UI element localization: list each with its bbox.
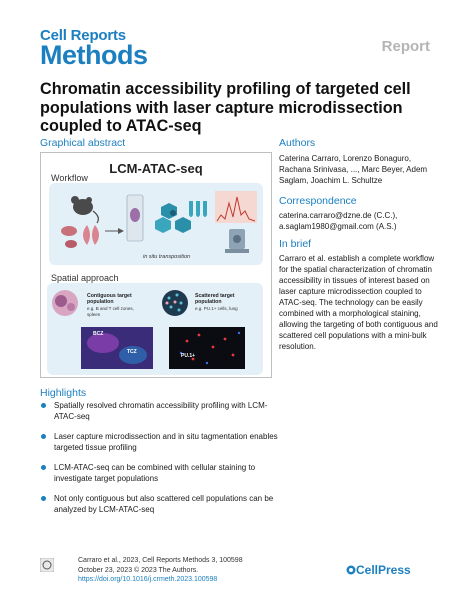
bcz-overlay-label: BCZ [93,331,104,337]
workflow-illustration [49,181,263,265]
graphical-abstract-figure [40,152,272,378]
insitu-label: in situ transposition [143,254,191,260]
sequencing-peaks-icon [215,191,257,223]
authors-heading: Authors [279,137,316,149]
journal-logo [40,28,148,69]
highlights-heading: Highlights [40,387,87,399]
correspondence-text[interactable]: caterina.carraro@dzne.de (C.C.), a.saglam1980@gmail.com (A.S.) [279,211,398,231]
graphical-abstract-heading: Graphical abstract [40,137,126,149]
citation-block [78,556,243,585]
journal-logo-line2: Methods [40,40,148,70]
contiguous-title: Contiguous target population [87,293,132,305]
scattered-title: Scattered target population [195,293,235,305]
journal-logo-line1: Cell Reports [40,27,126,44]
tcz-overlay-label: TCZ [127,349,137,355]
authors-text: Caterina Carraro, Lorenzo Bonaguro, Rachana Srinivasa, ..., Marc Beyer, Adem Saglam, Joachim L. Schultze [279,154,428,185]
scattered-cells-icon [162,290,188,316]
contiguous-tissue-icon [52,290,78,316]
highlight-item: LCM-ATAC-seq can be combined with cellular staining to investigate target populations [40,462,290,484]
tissue-slide-icon [127,195,143,241]
citation-line: Carraro et al., 2023, Cell Reports Methods 3, 100598 [78,557,243,564]
creative-commons-icon [40,558,54,572]
highlight-item: Laser capture microdissection and in situ tagmentation enables targeted tissue profiling [40,431,290,453]
cellpress-logo-icon [346,565,356,575]
correspondence-heading: Correspondence [279,195,357,207]
highlight-item: Not only contiguous but also scattered cell populations can be analyzed by LCM-ATAC-seq [40,493,290,515]
in-brief-heading: In brief [279,238,312,250]
in-brief-text: Carraro et al. establish a complete workflow for the spatial characterization of chromatin accessibility in tissues of interest based on laser capture microdissection coupled to ATAC-seq. The technology can be easily combined with a morphological staining, allowing the targeting of both contiguous and scattered cell populations with a mini-bulk resolution. [279,254,438,351]
tubes-icon [189,201,207,217]
scattered-subtitle: e.g. PU.1+ cells, lung [195,306,238,311]
article-title: Chromatin accessibility profiling of targeted cell populations with laser capture microdissection coupled to ATAC-seq [40,80,411,135]
doi-link[interactable]: https://doi.org/10.1016/j.crmeth.2023.100598 [78,576,218,583]
date-line: October 23, 2023 © 2023 The Authors. [78,566,199,574]
highlights-list [40,400,290,524]
ga-title: LCM-ATAC-seq [109,161,203,176]
ga-workflow-label: Workflow [51,173,88,183]
article-type-label: Report [381,38,430,55]
pu1-overlay-label: PU.1+ [181,353,196,359]
contiguous-subtitle: e.g. B and T cell zones, spleen [87,306,134,317]
highlight-item: Spatially resolved chromatin accessibility profiling with LCM-ATAC-seq [40,400,290,422]
ga-spatial-label: Spatial approach [51,273,119,283]
cellpress-logo-text: CellPress [356,563,411,577]
